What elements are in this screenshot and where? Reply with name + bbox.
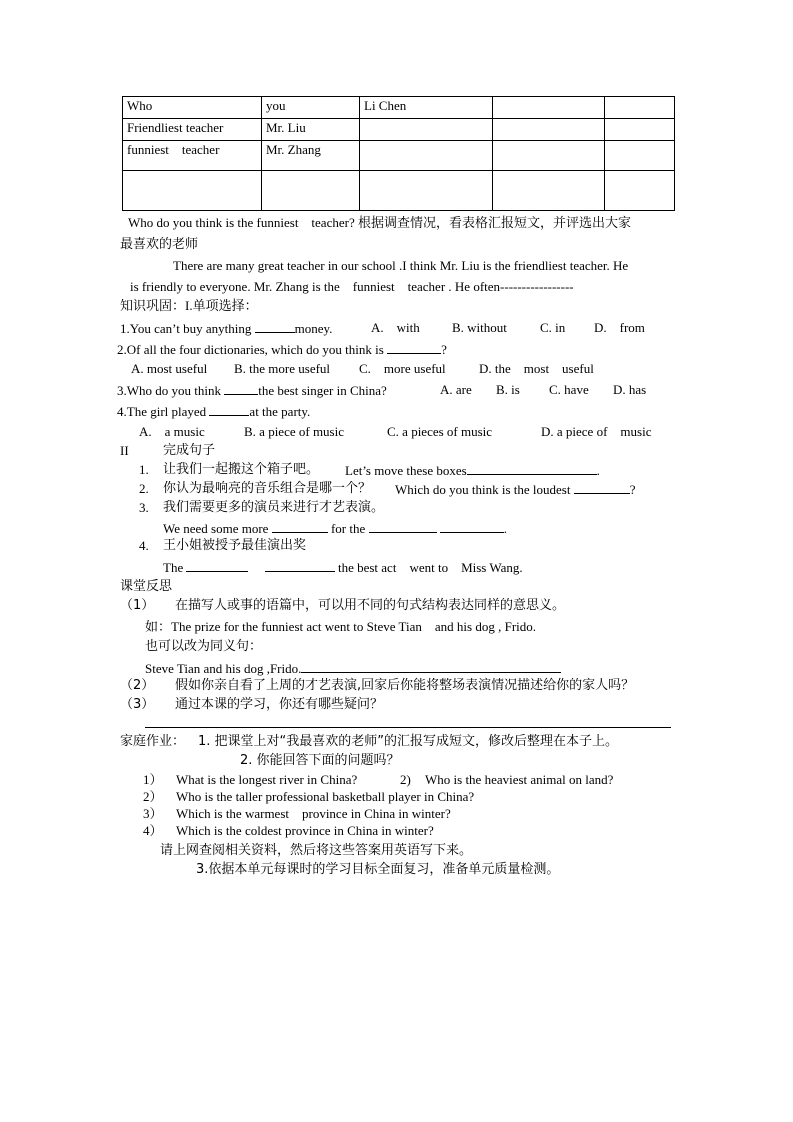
question-stem: 2.Of all the four dictionaries, which do you think is — [117, 342, 384, 357]
option-c: C. in — [540, 320, 566, 335]
table-cell: you — [262, 97, 360, 119]
item-end: ? — [629, 482, 636, 497]
table-cell: Mr. Zhang — [262, 141, 360, 171]
table-cell: Who — [123, 97, 262, 119]
table-cell — [605, 97, 675, 119]
option-a: A. a music — [139, 424, 205, 439]
question-number: 3） — [143, 806, 163, 821]
answer-blank[interactable] — [265, 559, 335, 572]
reflection-number: （2） — [120, 678, 155, 693]
table-row — [123, 141, 675, 171]
reflection-text: 假如你亲自看了上周的才艺表演,回家后你能将整场表演情况描述给你的家人吗？ — [175, 678, 635, 693]
item-english — [163, 559, 523, 576]
answer-blank[interactable] — [574, 481, 630, 494]
option-d: D. a piece of music — [541, 424, 652, 439]
answer-blank[interactable] — [224, 382, 258, 395]
homework-label: 家庭作业： — [120, 734, 186, 749]
table-cell — [123, 171, 262, 211]
item-english-text: for the — [330, 521, 366, 536]
intro-question: Who do you think is the funniest teacher? 根据调查情况，看表格汇报短文，并评选出大家 — [128, 215, 631, 230]
item-english — [395, 481, 636, 498]
option-b: B. without — [452, 320, 507, 335]
reflection-number: （3） — [120, 697, 155, 712]
table-cell — [493, 171, 605, 211]
option-c: C. more useful — [359, 361, 446, 376]
question-end: ? — [441, 342, 447, 357]
reflection-also: 也可以改为同义句： — [145, 639, 263, 654]
reflection-text: 在描写人或事的语篇中，可以用不同的句式结构表达同样的意思义。 — [175, 598, 566, 613]
item-number: 4. — [139, 538, 149, 553]
intro-question-cont: 最喜欢的老师 — [120, 236, 199, 251]
table-cell: Li Chen — [360, 97, 493, 119]
question-stem: at the party. — [249, 404, 311, 419]
table-row — [123, 171, 675, 211]
table-cell — [605, 141, 675, 171]
option-b: B. the more useful — [234, 361, 331, 376]
option-c: C. have — [549, 382, 589, 397]
option-a: A. with — [371, 320, 420, 335]
table-cell — [493, 119, 605, 141]
item-chinese: 你认为最响亮的音乐组合是哪一个？ — [163, 481, 372, 496]
reflection-text: 通过本课的学习，你还有哪些疑问？ — [175, 697, 384, 712]
item-english-text: Let’s move these boxes — [345, 463, 467, 478]
answer-blank[interactable] — [272, 520, 328, 533]
table-cell: funniest teacher — [123, 141, 262, 171]
answer-blank[interactable] — [209, 403, 249, 416]
table-cell: Mr. Liu — [262, 119, 360, 141]
item-english-text: We need some more — [163, 521, 269, 536]
item-english — [345, 462, 600, 479]
table-row — [123, 119, 675, 141]
answer-blank[interactable] — [387, 341, 441, 354]
homework-question: Which is the coldest province in China in winter? — [176, 823, 434, 838]
table-cell: Friendliest teacher — [123, 119, 262, 141]
section-title-complete: 完成句子 — [163, 443, 216, 458]
option-b: B. is — [496, 382, 520, 397]
survey-table — [122, 96, 675, 211]
item-number: 1. — [139, 462, 149, 477]
section-title-choice: 知识巩固：I.单项选择： — [120, 298, 258, 313]
option-a: A. most useful — [131, 361, 208, 376]
intro-paragraph: There are many great teacher in our school .I think Mr. Liu is the friendliest teacher. He — [173, 258, 629, 273]
question-1 — [120, 320, 332, 337]
reflection-title: 课堂反思 — [120, 579, 173, 594]
question-3 — [117, 382, 387, 399]
table-row — [123, 97, 675, 119]
item-chinese: 让我们一起搬这个箱子吧。 — [163, 462, 320, 477]
option-b: B. a piece of music — [244, 424, 344, 439]
table-cell — [262, 171, 360, 211]
question-stem: 3.Who do you think — [117, 383, 221, 398]
question-stem: 1.You can’t buy anything — [120, 321, 252, 336]
question-number: 4） — [143, 823, 163, 838]
homework-question: What is the longest river in China? — [176, 772, 358, 787]
item-english-text: The — [163, 560, 184, 575]
item-english-text: the best act went to Miss Wang. — [337, 560, 523, 575]
table-cell — [360, 119, 493, 141]
answer-blank[interactable] — [186, 559, 248, 572]
item-chinese: 王小姐被授予最佳演出奖 — [163, 538, 307, 553]
reflection-rewrite — [145, 660, 561, 677]
section-numeral: II — [120, 443, 129, 458]
question-stem: money. — [294, 321, 333, 336]
answer-blank[interactable] — [467, 462, 597, 475]
question-stem: the best singer in China? — [258, 383, 387, 398]
option-c: C. a pieces of music — [387, 424, 493, 439]
table-cell — [605, 119, 675, 141]
homework-note: 请上网查阅相关资料，然后将这些答案用英语写下来。 — [160, 843, 473, 858]
item-end: . — [596, 463, 600, 478]
question-number: 1） — [143, 772, 163, 787]
answer-blank[interactable] — [301, 660, 561, 673]
table-cell — [360, 141, 493, 171]
homework-question: Who is the taller professional basketball player in China? — [176, 789, 475, 804]
item-end: . — [503, 521, 507, 536]
homework-item-3: 3.依据本单元每课时的学习目标全面复习，准备单元质量检测。 — [196, 862, 560, 877]
item-number: 2. — [139, 481, 149, 496]
question-number: 2） — [143, 789, 163, 804]
option-d: D. the most useful — [479, 361, 594, 376]
homework-question: Who is the heaviest animal on land? — [425, 772, 614, 787]
table-cell — [493, 141, 605, 171]
question-4 — [117, 403, 310, 420]
item-english — [163, 520, 507, 537]
answer-line[interactable] — [145, 727, 671, 728]
item-number: 3. — [139, 500, 149, 515]
table-cell — [493, 97, 605, 119]
item-english-text: Which do you think is the loudest — [395, 482, 571, 497]
homework-item-1: 1. 把课堂上对“我最喜欢的老师”的汇报写成短文，修改后整理在本子上。 — [198, 734, 619, 749]
reflection-number: （1） — [120, 598, 155, 613]
option-d: D. has — [613, 382, 647, 397]
answer-blank[interactable] — [440, 520, 504, 533]
homework-question: Which is the warmest province in China in winter? — [176, 806, 451, 821]
table-cell — [605, 171, 675, 211]
question-2 — [117, 341, 447, 358]
intro-paragraph-cont: is friendly to everyone. Mr. Zhang is the funniest teacher . He often----------------- — [130, 279, 574, 294]
question-number: 2) — [400, 772, 411, 787]
reflection-example: 如：The prize for the funniest act went to Steve Tian and his dog , Frido. — [145, 619, 537, 634]
table-cell — [360, 171, 493, 211]
question-stem: 4.The girl played — [117, 404, 207, 419]
item-chinese: 我们需要更多的演员来进行才艺表演。 — [163, 500, 385, 515]
rewrite-text: Steve Tian and his dog ,Frido. — [145, 661, 302, 676]
answer-blank[interactable] — [255, 320, 295, 333]
answer-blank[interactable] — [369, 520, 437, 533]
option-a: A. are — [440, 382, 472, 397]
homework-item-2: 2. 你能回答下面的问题吗？ — [240, 753, 400, 768]
option-d: D. from — [594, 320, 645, 335]
